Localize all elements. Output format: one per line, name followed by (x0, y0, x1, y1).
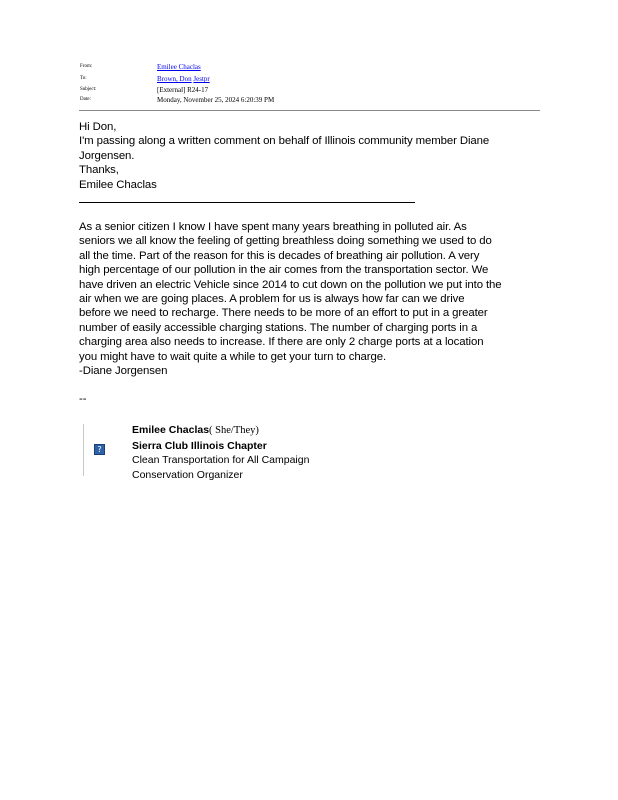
signature-border (83, 424, 84, 476)
comment-line: air when we are going places. A problem for us is always how far can we drive (79, 293, 465, 306)
comment-line: all the time. Part of the reason for this is decades of breathing air pollution. A very (79, 249, 480, 262)
signature-campaign: Clean Transportation for All Campaign (132, 454, 310, 466)
email-header (80, 62, 540, 105)
comment-line: before we need to recharge. There needs to be more of an effort to put in a greater (79, 307, 488, 320)
comment-line: have driven an electric Vehicle since 2014 to cut down on the pollution we put into the (79, 278, 502, 291)
signature-pronouns: ( She/They) (209, 425, 259, 436)
comment-separator (79, 202, 415, 203)
greeting: Hi Don, (79, 121, 117, 133)
broken-image-icon: ? (94, 444, 105, 455)
comment-line: number of easily accessible charging stations. The number of charging ports in a (79, 321, 478, 334)
sender-name: Emilee Chaclas (79, 178, 157, 191)
intro-line-1: I'm passing along a written comment on behalf of Illinois community member Diane (79, 135, 490, 148)
comment-line: seniors we all know the feeling of getting breathless doing something we used to do (79, 235, 492, 248)
signature-block (132, 423, 309, 482)
to-link-brown[interactable]: Brown, Don (157, 75, 192, 83)
to-link-jestpr[interactable]: Jestpr (193, 75, 210, 83)
signature-title: Conservation Organizer (132, 468, 243, 481)
comment-block (79, 220, 541, 378)
signature-name: Emilee Chaclas (132, 424, 210, 436)
comment-line: you might have to wait quite a while to get your turn to charge. (79, 350, 387, 363)
date-label: Date: (80, 97, 91, 102)
comment-line: charging area also needs to increase. If there are only 2 charge ports at a location (79, 336, 484, 349)
intro-block (79, 120, 541, 192)
comment-signoff: -Diane Jorgensen (79, 365, 168, 378)
intro-line-2: Jorgensen. (79, 149, 135, 162)
thanks: Thanks, (79, 164, 119, 177)
subject-label: Subject: (80, 87, 97, 92)
to-label: To: (80, 76, 87, 81)
date-value: Monday, November 25, 2024 6:20:39 PM (157, 96, 275, 104)
from-value[interactable] (157, 62, 201, 72)
comment-line: As a senior citizen I know I have spent many years breathing in polluted air. As (79, 221, 467, 233)
header-divider (79, 110, 540, 111)
signature-org: Sierra Club Illinois Chapter (132, 439, 267, 452)
to-value (157, 74, 210, 84)
subject-value: [External] R24-17 (157, 86, 209, 94)
comment-line: high percentage of our pollution in the air comes from the transportation sector. We (79, 264, 489, 277)
from-label: From: (80, 64, 93, 69)
signature-dashes: -- (79, 393, 87, 405)
from-link[interactable]: Emilee Chaclas (157, 63, 201, 71)
